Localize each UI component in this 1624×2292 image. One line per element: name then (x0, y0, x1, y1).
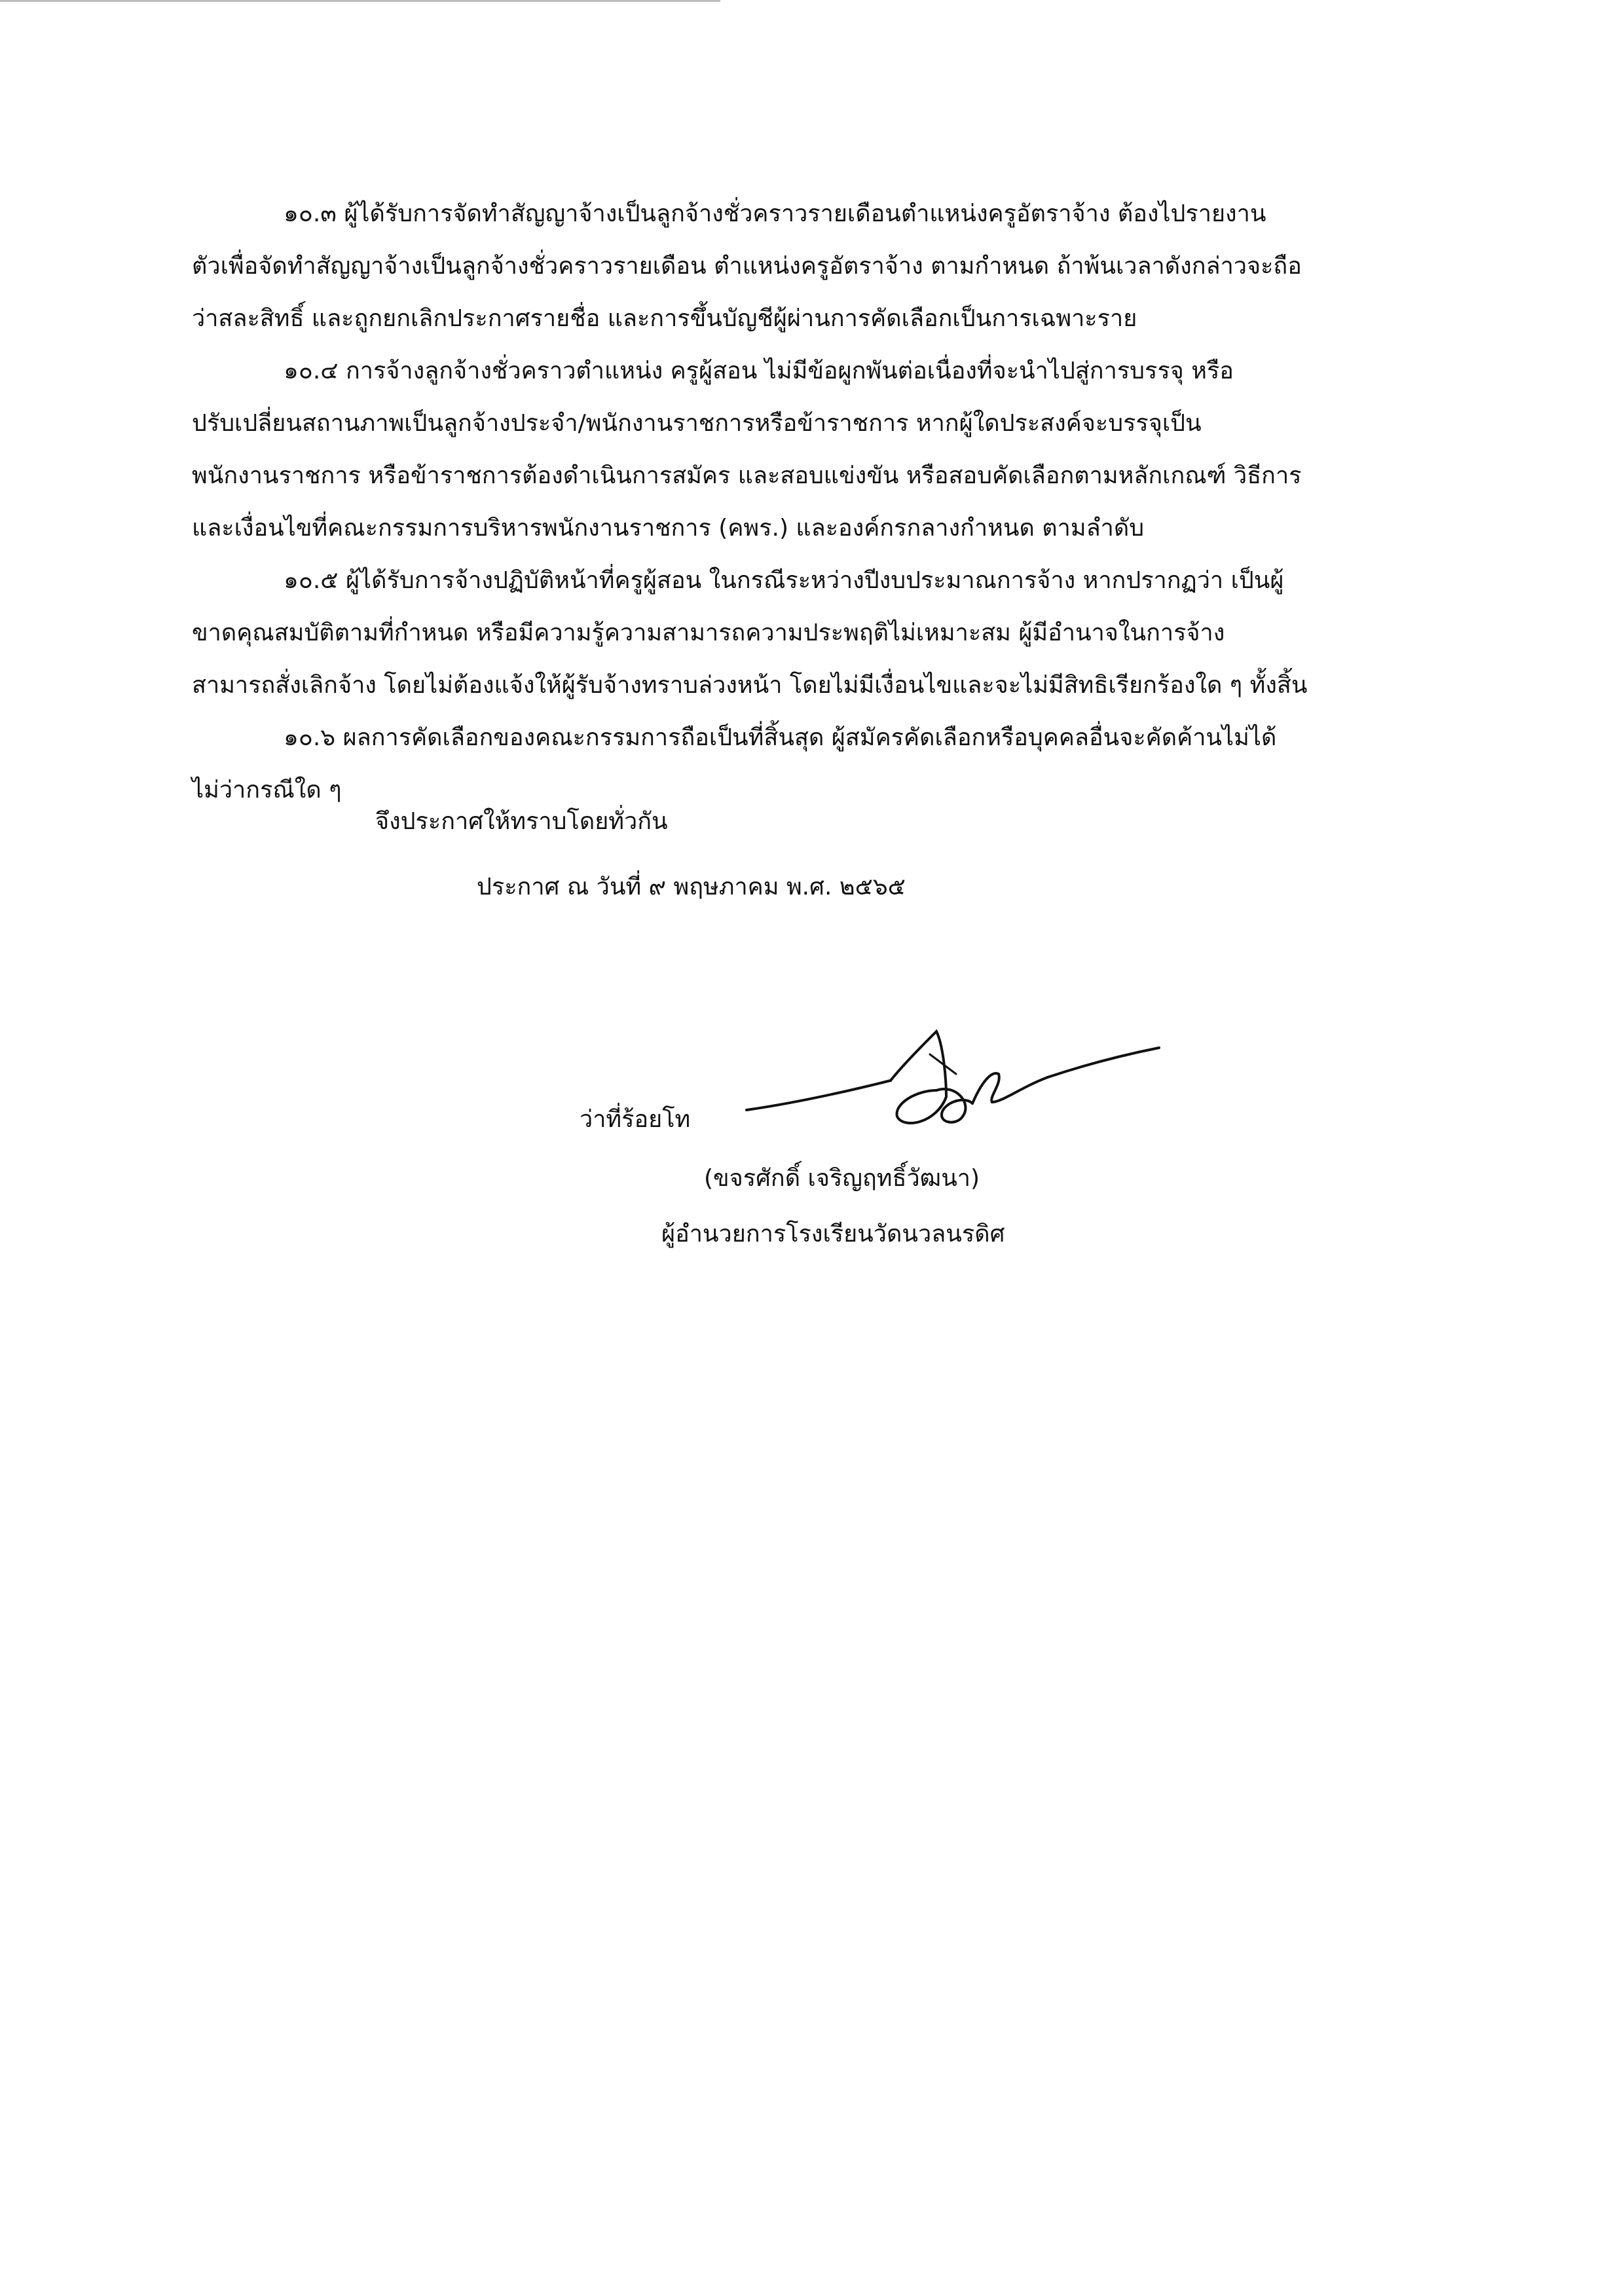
para-10-6-line-2: ไม่ว่ากรณีใด ๆ (192, 776, 342, 804)
signatory-position: ผู้อำนวยการโรงเรียนวัดนวลนรดิศ (661, 1221, 1005, 1248)
closing-statement: จึงประกาศให้ทราบโดยทั่วกัน (375, 808, 668, 835)
para-10-4-line-4: และเงื่อนไขที่คณะกรรมการบริหารพนักงานราชการ (คพร.) และองค์กรกลางกำหนด ตามลำดับ (192, 514, 1145, 542)
signatory-rank: ว่าที่ร้อยโท (580, 1106, 691, 1133)
handwritten-signature (740, 1025, 1166, 1143)
para-10-3-line-3: ว่าสละสิทธิ์ และถูกยกเลิกประกาศรายชื่อ และการขึ้นบัญชีผู้ผ่านการคัดเลือกเป็นการเฉพาะราย (192, 305, 1137, 332)
announcement-body (192, 187, 1443, 815)
para-10-5-line-2: ขาดคุณสมบัติตามที่กำหนด หรือมีความรู้ความสามารถความประพฤติไม่เหมาะสม ผู้มีอำนาจในการจ้าง (192, 619, 1225, 646)
announcement-date: ประกาศ ณ วันที่ ๙ พฤษภาคม พ.ศ. ๒๕๖๕ (477, 874, 906, 900)
para-10-5-line-1: ๑๐.๕ ผู้ได้รับการจ้างปฏิบัติหน้าที่ครูผู้สอน ในกรณีระหว่างปีงบประมาณการจ้าง หากปรากฏว่า เป็นผู้ (284, 566, 1284, 594)
para-10-3-line-1: ๑๐.๓ ผู้ได้รับการจัดทำสัญญาจ้างเป็นลูกจ้างชั่วคราวรายเดือนตำแหน่งครูอัตราจ้าง ต้องไปรายงาน (284, 200, 1266, 227)
para-10-4-line-3: พนักงานราชการ หรือข้าราชการต้องดำเนินการสมัคร และสอบแข่งขัน หรือสอบคัดเลือกตามหลักเกณฑ์ วิธีการ (192, 462, 1302, 489)
scan-top-border (0, 0, 720, 2)
para-10-3-line-2: ตัวเพื่อจัดทำสัญญาจ้างเป็นลูกจ้างชั่วคราวรายเดือน ตำแหน่งครูอัตราจ้าง ตามกำหนด ถ้าพ้นเวลาดังกล่าวจะถือ (192, 252, 1302, 280)
signatory-name: (ขจรศักดิ์ เจริญฤทธิ์วัฒนา) (704, 1165, 980, 1192)
para-10-5-line-3: สามารถสั่งเลิกจ้าง โดยไม่ต้องแจ้งให้ผู้รับจ้างทราบล่วงหน้า โดยไม่มีเงื่อนไขและจะไม่มีสิทธิเรียกร้องใด ๆ ทั้งสิ้น (192, 671, 1308, 699)
para-10-4-line-2: ปรับเปลี่ยนสถานภาพเป็นลูกจ้างประจำ/พนักงานราชการหรือข้าราชการ หากผู้ใดประสงค์จะบรรจุเป็น (192, 409, 1202, 437)
para-10-4-line-1: ๑๐.๔ การจ้างลูกจ้างชั่วคราวตำแหน่ง ครูผู้สอน ไม่มีข้อผูกพันต่อเนื่องที่จะนำไปสู่การบรรจุ หรือ (284, 357, 1234, 384)
para-10-6-line-1: ๑๐.๖ ผลการคัดเลือกของคณะกรรมการถือเป็นที่สิ้นสุด ผู้สมัครคัดเลือกหรือบุคคลอื่นจะคัดค้านไม่ได้ (284, 724, 1277, 751)
